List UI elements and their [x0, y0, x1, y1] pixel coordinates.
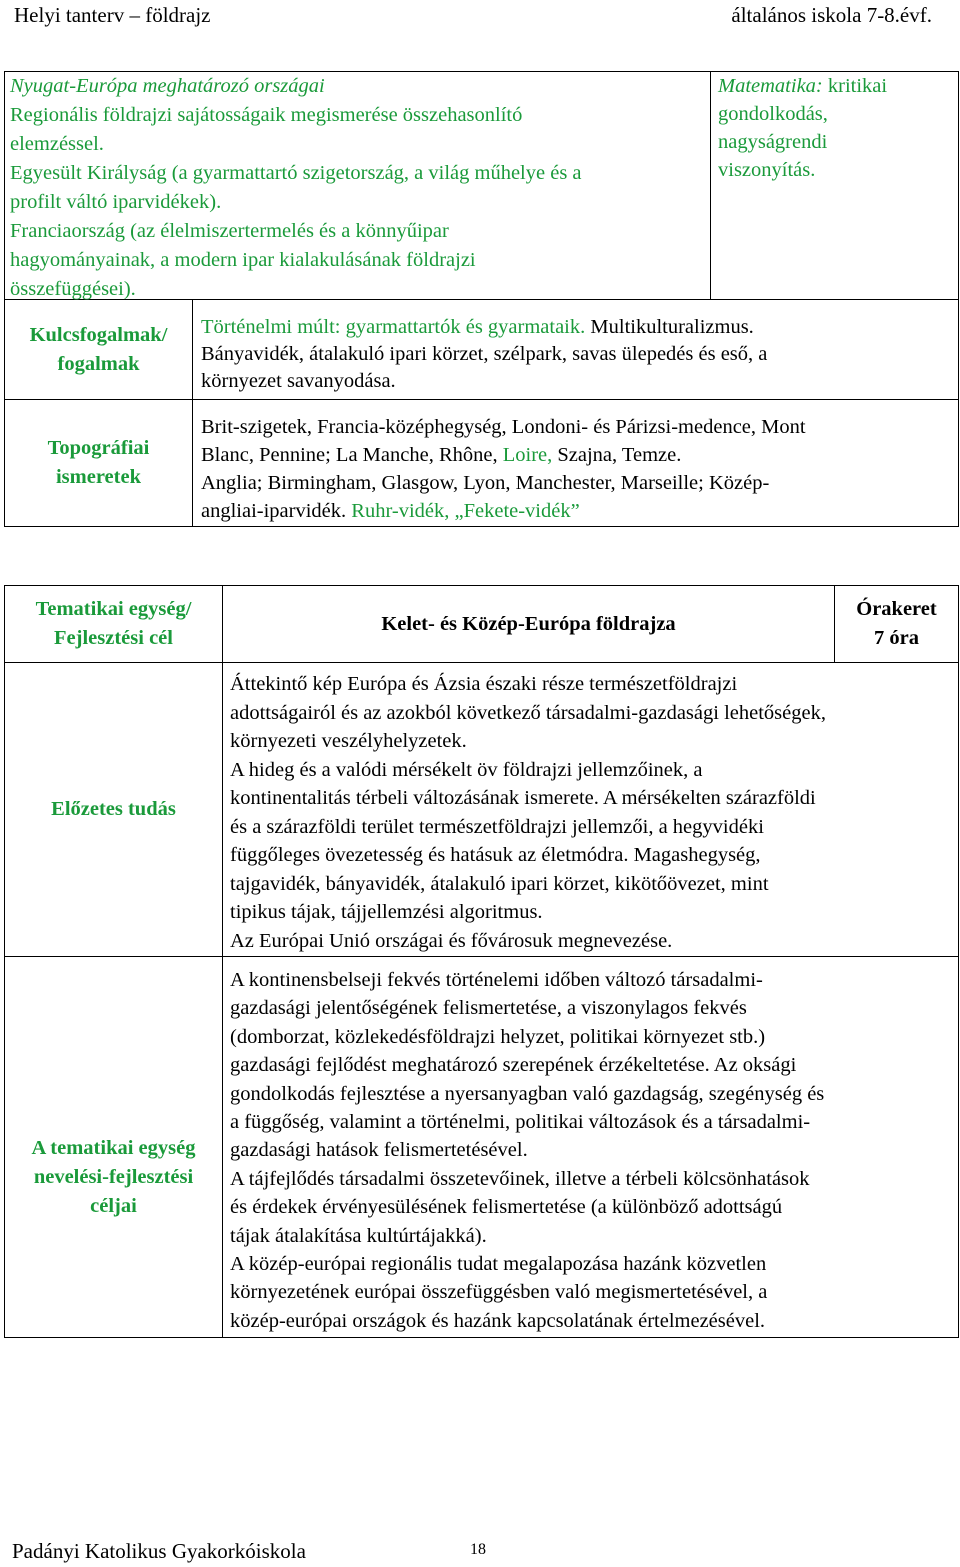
concepts-line	[201, 314, 956, 341]
link-line: nagyságrendi	[718, 131, 828, 153]
link-line: gondolkodás,	[718, 103, 828, 125]
topo-line: Brit-szigetek, Francia-középhegység, Londoni- és Párizsi-medence, Mont	[201, 416, 806, 438]
goals-line: (domborzat, közlekedésföldrajzi helyzet, politikai környezet stb.)	[230, 1025, 766, 1048]
topo-text: angliai-iparvidék.	[201, 500, 352, 522]
t1-col1-divider	[710, 71, 711, 300]
topo-text: Szajna, Temze.	[552, 444, 682, 466]
topo-text: Blanc, Pennine; La Manche, Rhône,	[201, 444, 503, 466]
hours-label: Órakeret	[856, 598, 937, 620]
t1-right-border	[958, 71, 959, 527]
topo-ruhr: Ruhr-vidék, „Fekete-vidék”	[351, 500, 580, 522]
goals-line: gazdasági fejlődést meghatározó szerepének érzékeltetése. Az oksági	[230, 1054, 797, 1077]
prior-knowledge-content	[230, 670, 956, 955]
goals-line: gazdasági jelentőségének felismertetése, a viszonylagos fekvés	[230, 997, 747, 1020]
page-number: 18	[470, 1541, 486, 1558]
topo-loire: Loire,	[502, 444, 553, 466]
label-line: nevelési-fejlesztési	[33, 1165, 194, 1188]
label-line: fogalmak	[57, 352, 140, 375]
concepts-multicultural: Multikulturalizmus.	[585, 316, 754, 338]
prior-line: környezeti veszélyhelyzetek.	[230, 730, 467, 752]
content-line: Egyesült Királyság (a gyarmattartó szigetország, a világ műhelye és a	[10, 162, 582, 184]
topography-label	[5, 400, 192, 526]
prior-line: tipikus tájak, tájjellemzési algoritmus.	[230, 901, 543, 923]
goals-line: A kontinensbelseji fekvés történelemi időben változó társadalmi-	[230, 969, 763, 991]
concepts-history: Történelmi múlt: gyarmattartók és gyarmataik.	[201, 316, 586, 338]
hours-cell	[835, 586, 958, 662]
prior-knowledge-label: Előzetes tudás	[51, 798, 176, 820]
label-line: Fejlesztési cél	[54, 627, 173, 649]
t1-label-divider	[192, 299, 193, 527]
unit-title: Kelet- és Közép-Európa földrajza	[381, 612, 676, 635]
goals-content	[230, 966, 956, 1335]
goals-line: a függőség, valamint a történelmi, politikai változások és a társadalmi-	[230, 1111, 811, 1134]
content-line: hagyományainak, a modern ipar kialakulásának földrajzi	[10, 249, 476, 271]
topo-line: Anglia; Birmingham, Glasgow, Lyon, Manchester, Marseille; Közép-	[201, 472, 770, 494]
key-concepts-label	[5, 300, 192, 399]
content-line: profilt váltó iparvidékek).	[10, 191, 222, 213]
goals-line: A tájfejlődés társadalmi összetevőinek, illetve a térbeli kölcsönhatások	[230, 1167, 810, 1190]
prior-line: függőleges övezetesség és hatásuk az életmódra. Magashegység,	[230, 844, 761, 866]
unit-label	[5, 586, 222, 662]
hours-value: 7 óra	[874, 627, 919, 649]
goals-label	[5, 957, 222, 1337]
topo-line	[201, 497, 956, 525]
goals-line: gondolkodás fejlesztése a nyersanyagban való gazdagság, szegénység és	[230, 1082, 825, 1105]
t1-link-cell	[718, 72, 956, 184]
prior-line: adottságairól és az azokból következő társadalmi-gazdasági lehetőségek,	[230, 701, 826, 724]
label-line: ismeretek	[55, 466, 141, 488]
prior-line: Áttekintő kép Európa és Ázsia északi része természetföldrajzi	[230, 673, 738, 695]
label-line: Kulcsfogalmak/	[29, 323, 168, 346]
header-grade: általános iskola 7-8.évf.	[731, 3, 932, 27]
prior-line: tajgavidék, bányavidék, átalakuló ipari körzet, kikötőövezet, mint	[230, 872, 769, 895]
concepts-line: Bányavidék, átalakuló ipari körzet, szélpark, savas ülepedés és eső, a	[201, 343, 768, 365]
goals-line: és érdekek érvényesülésének felismertetése (a különböző adottságú	[230, 1196, 783, 1219]
header-title: Helyi tanterv – földrajz	[14, 3, 211, 27]
t1-bottom-border	[4, 526, 959, 527]
label-line: A tematikai egység	[31, 1136, 196, 1159]
t1-content-cell	[10, 72, 705, 304]
link-line	[718, 72, 956, 100]
prior-line: A hideg és a valódi mérsékelt öv földrajzi jellemzőinek, a	[230, 758, 703, 781]
label-line: Tematikai egység/	[35, 598, 192, 620]
prior-line: Az Európai Unió országai és fővárosuk megnevezése.	[230, 929, 673, 952]
concepts-line: környezet savanyodása.	[201, 370, 396, 392]
content-line: összefüggései).	[10, 278, 136, 300]
footer-school: Padányi Katolikus Gyakorkóiskola	[12, 1539, 306, 1563]
goals-line: gazdasági hatások felismertetésével.	[230, 1139, 528, 1162]
goals-line: környezetének európai összefüggésben való megismertetésével, a	[230, 1281, 768, 1304]
goals-line: közép-európai országok és hazánk kapcsolatának értelmezésével.	[230, 1309, 766, 1332]
label-line: céljai	[90, 1194, 137, 1217]
content-line: elemzéssel.	[10, 133, 104, 155]
link-subject: Matematika:	[718, 75, 823, 97]
goals-line: A közép-európai regionális tudat megalapozása hazánk közvetlen	[230, 1253, 767, 1276]
content-line: Franciaország (az élelmiszertermelés és a könnyűipar	[10, 220, 449, 242]
t2-right-border	[958, 585, 959, 1338]
t2-label-divider	[222, 585, 223, 1338]
link-line: viszonyítás.	[718, 159, 816, 181]
goals-line: tájak átalakítása kultúrtájakká).	[230, 1224, 487, 1247]
prior-line: és a szárazföldi terület természetföldrajzi jellemzői, a hegyvidéki	[230, 815, 764, 838]
content-heading: Nyugat-Európa meghatározó országai	[10, 75, 325, 97]
topography-content	[201, 413, 956, 525]
topo-line	[201, 441, 956, 469]
label-line: Topográfiai	[47, 437, 150, 459]
t2-bottom-border	[4, 1337, 959, 1338]
content-line: Regionális földrajzi sajátosságaik megismerése összehasonlító	[10, 104, 523, 126]
link-text: kritikai	[822, 75, 888, 97]
key-concepts-content	[201, 314, 956, 395]
prior-line: kontinentalitás térbeli változásának ismerete. A mérsékelten szárazföldi	[230, 787, 816, 809]
